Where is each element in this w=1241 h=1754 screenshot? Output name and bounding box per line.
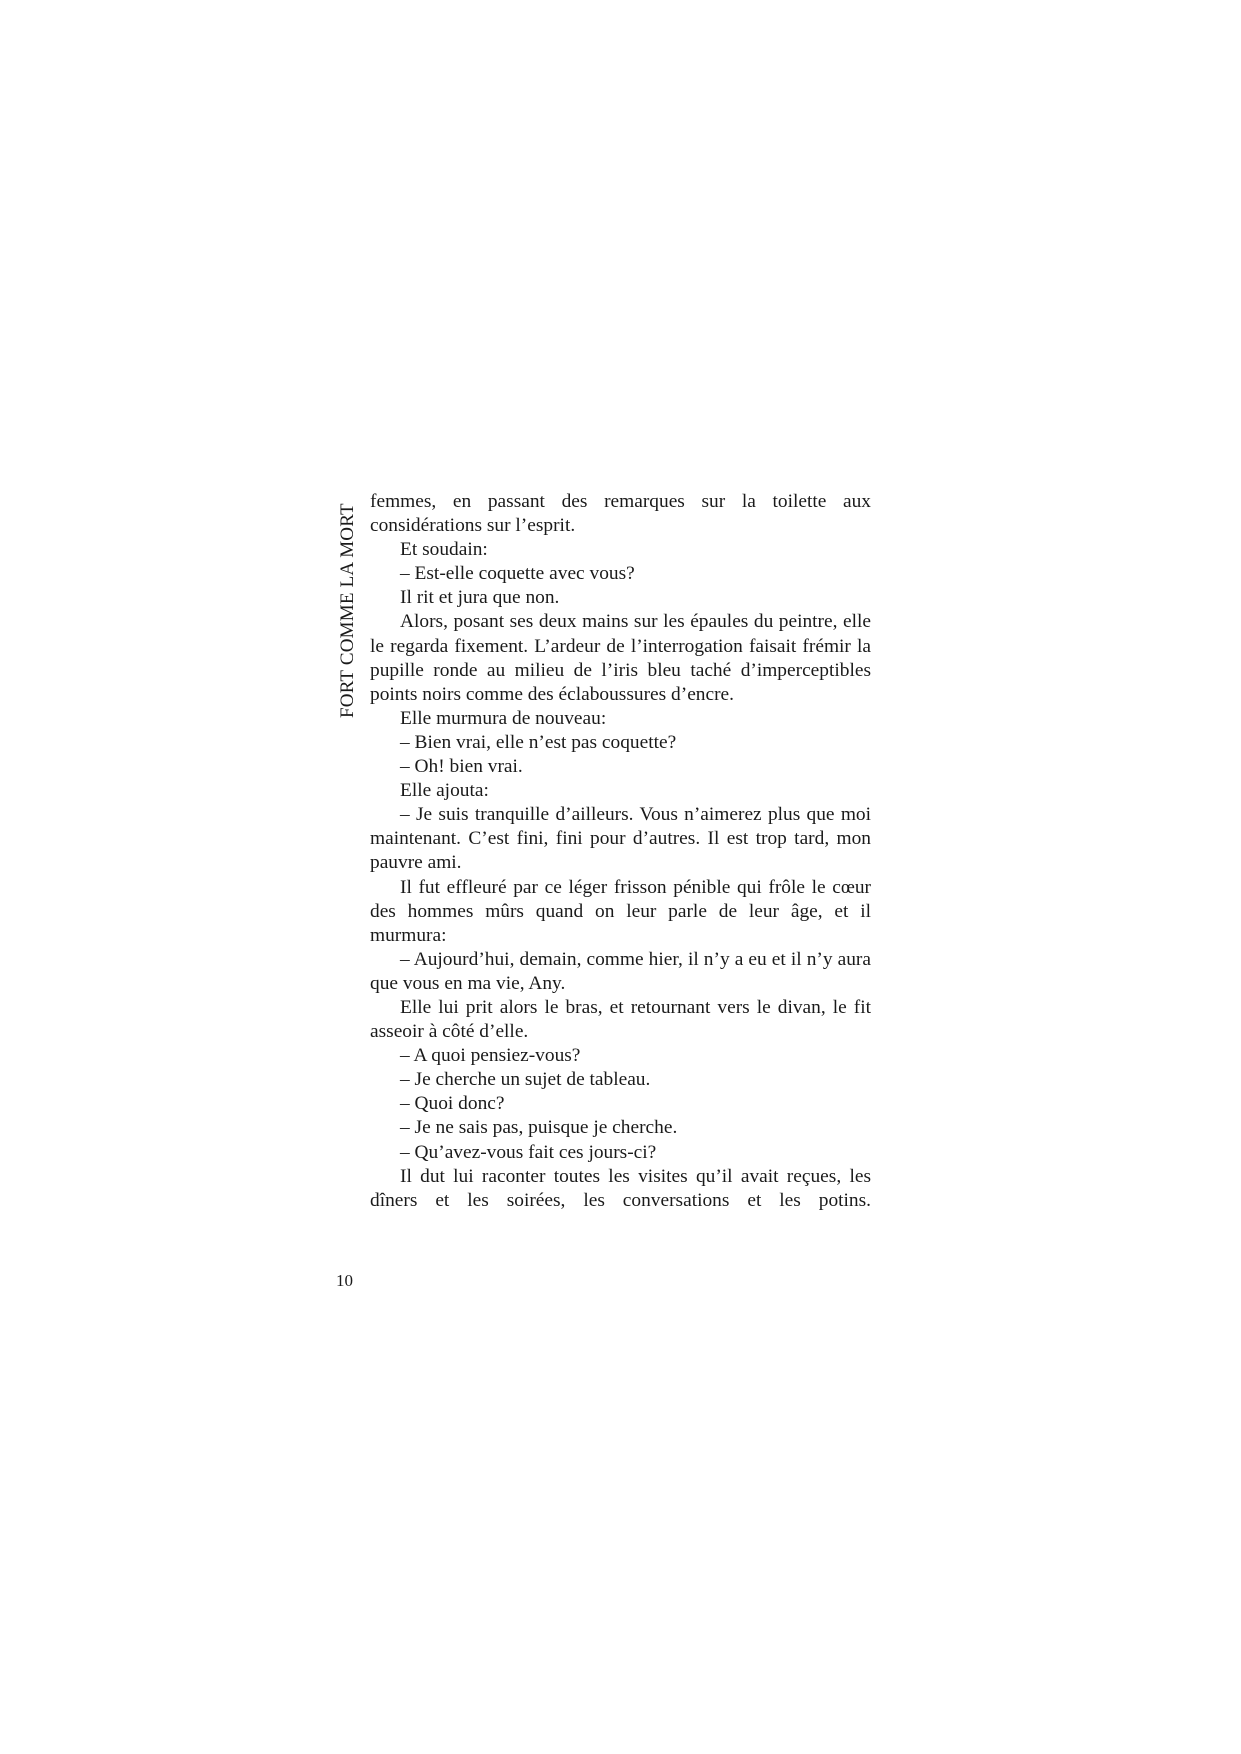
paragraph: – A quoi pensiez-vous?	[400, 1045, 581, 1067]
paragraph: – Qu’avez-vous fait ces jours-ci?	[400, 1141, 657, 1163]
paragraph: Elle lui prit alors le bras, et retournant vers le divan, le fit asseoir à côté d’elle.	[370, 996, 871, 1043]
page-number: 10	[336, 1271, 353, 1290]
paragraph: Et soudain:	[400, 539, 488, 561]
body-text	[370, 490, 871, 1213]
paragraph: – Quoi donc?	[400, 1093, 505, 1115]
paragraph: Elle ajouta:	[400, 780, 489, 802]
paragraph: – Bien vrai, elle n’est pas coquette?	[400, 731, 677, 753]
paragraph: Il fut effleuré par ce léger frisson pénible qui frôle le cœur des hommes mûrs quand on leur parle de leur âge, et il murmura:	[370, 876, 871, 946]
paragraph: – Je suis tranquille d’ailleurs. Vous n’aimerez plus que moi maintenant. C’est fini, fini pour d’autres. Il est trop tard, mon pauvre ami.	[370, 804, 871, 874]
paragraph: – Je ne sais pas, puisque je cherche.	[400, 1117, 678, 1139]
paragraph: – Je cherche un sujet de tableau.	[400, 1069, 651, 1091]
paragraph: femmes, en passant des remarques sur la toilette aux considérations sur l’esprit.	[370, 491, 871, 537]
running-head: FORT COMME LA MORT	[337, 503, 358, 718]
paragraph: – Oh! bien vrai.	[400, 756, 523, 778]
paragraph: – Aujourd’hui, demain, comme hier, il n’y a eu et il n’y aura que vous en ma vie, Any.	[370, 948, 871, 994]
paragraph: Il dut lui raconter toutes les visites qu’il avait reçues, les dîners et les soirées, les conversations et les potins.	[370, 1165, 871, 1211]
paragraph: Il rit et jura que non.	[400, 587, 560, 609]
paragraph: Alors, posant ses deux mains sur les épaules du peintre, elle le regarda fixement. L’ardeur de l’interrogation faisait frémir la pupille ronde au milieu de l’iris bleu taché d’imperceptibles points noirs comme des éclaboussures d’encre.	[370, 611, 871, 705]
paragraph: – Est-elle coquette avec vous?	[400, 563, 635, 585]
paragraph: Elle murmura de nouveau:	[400, 707, 607, 729]
